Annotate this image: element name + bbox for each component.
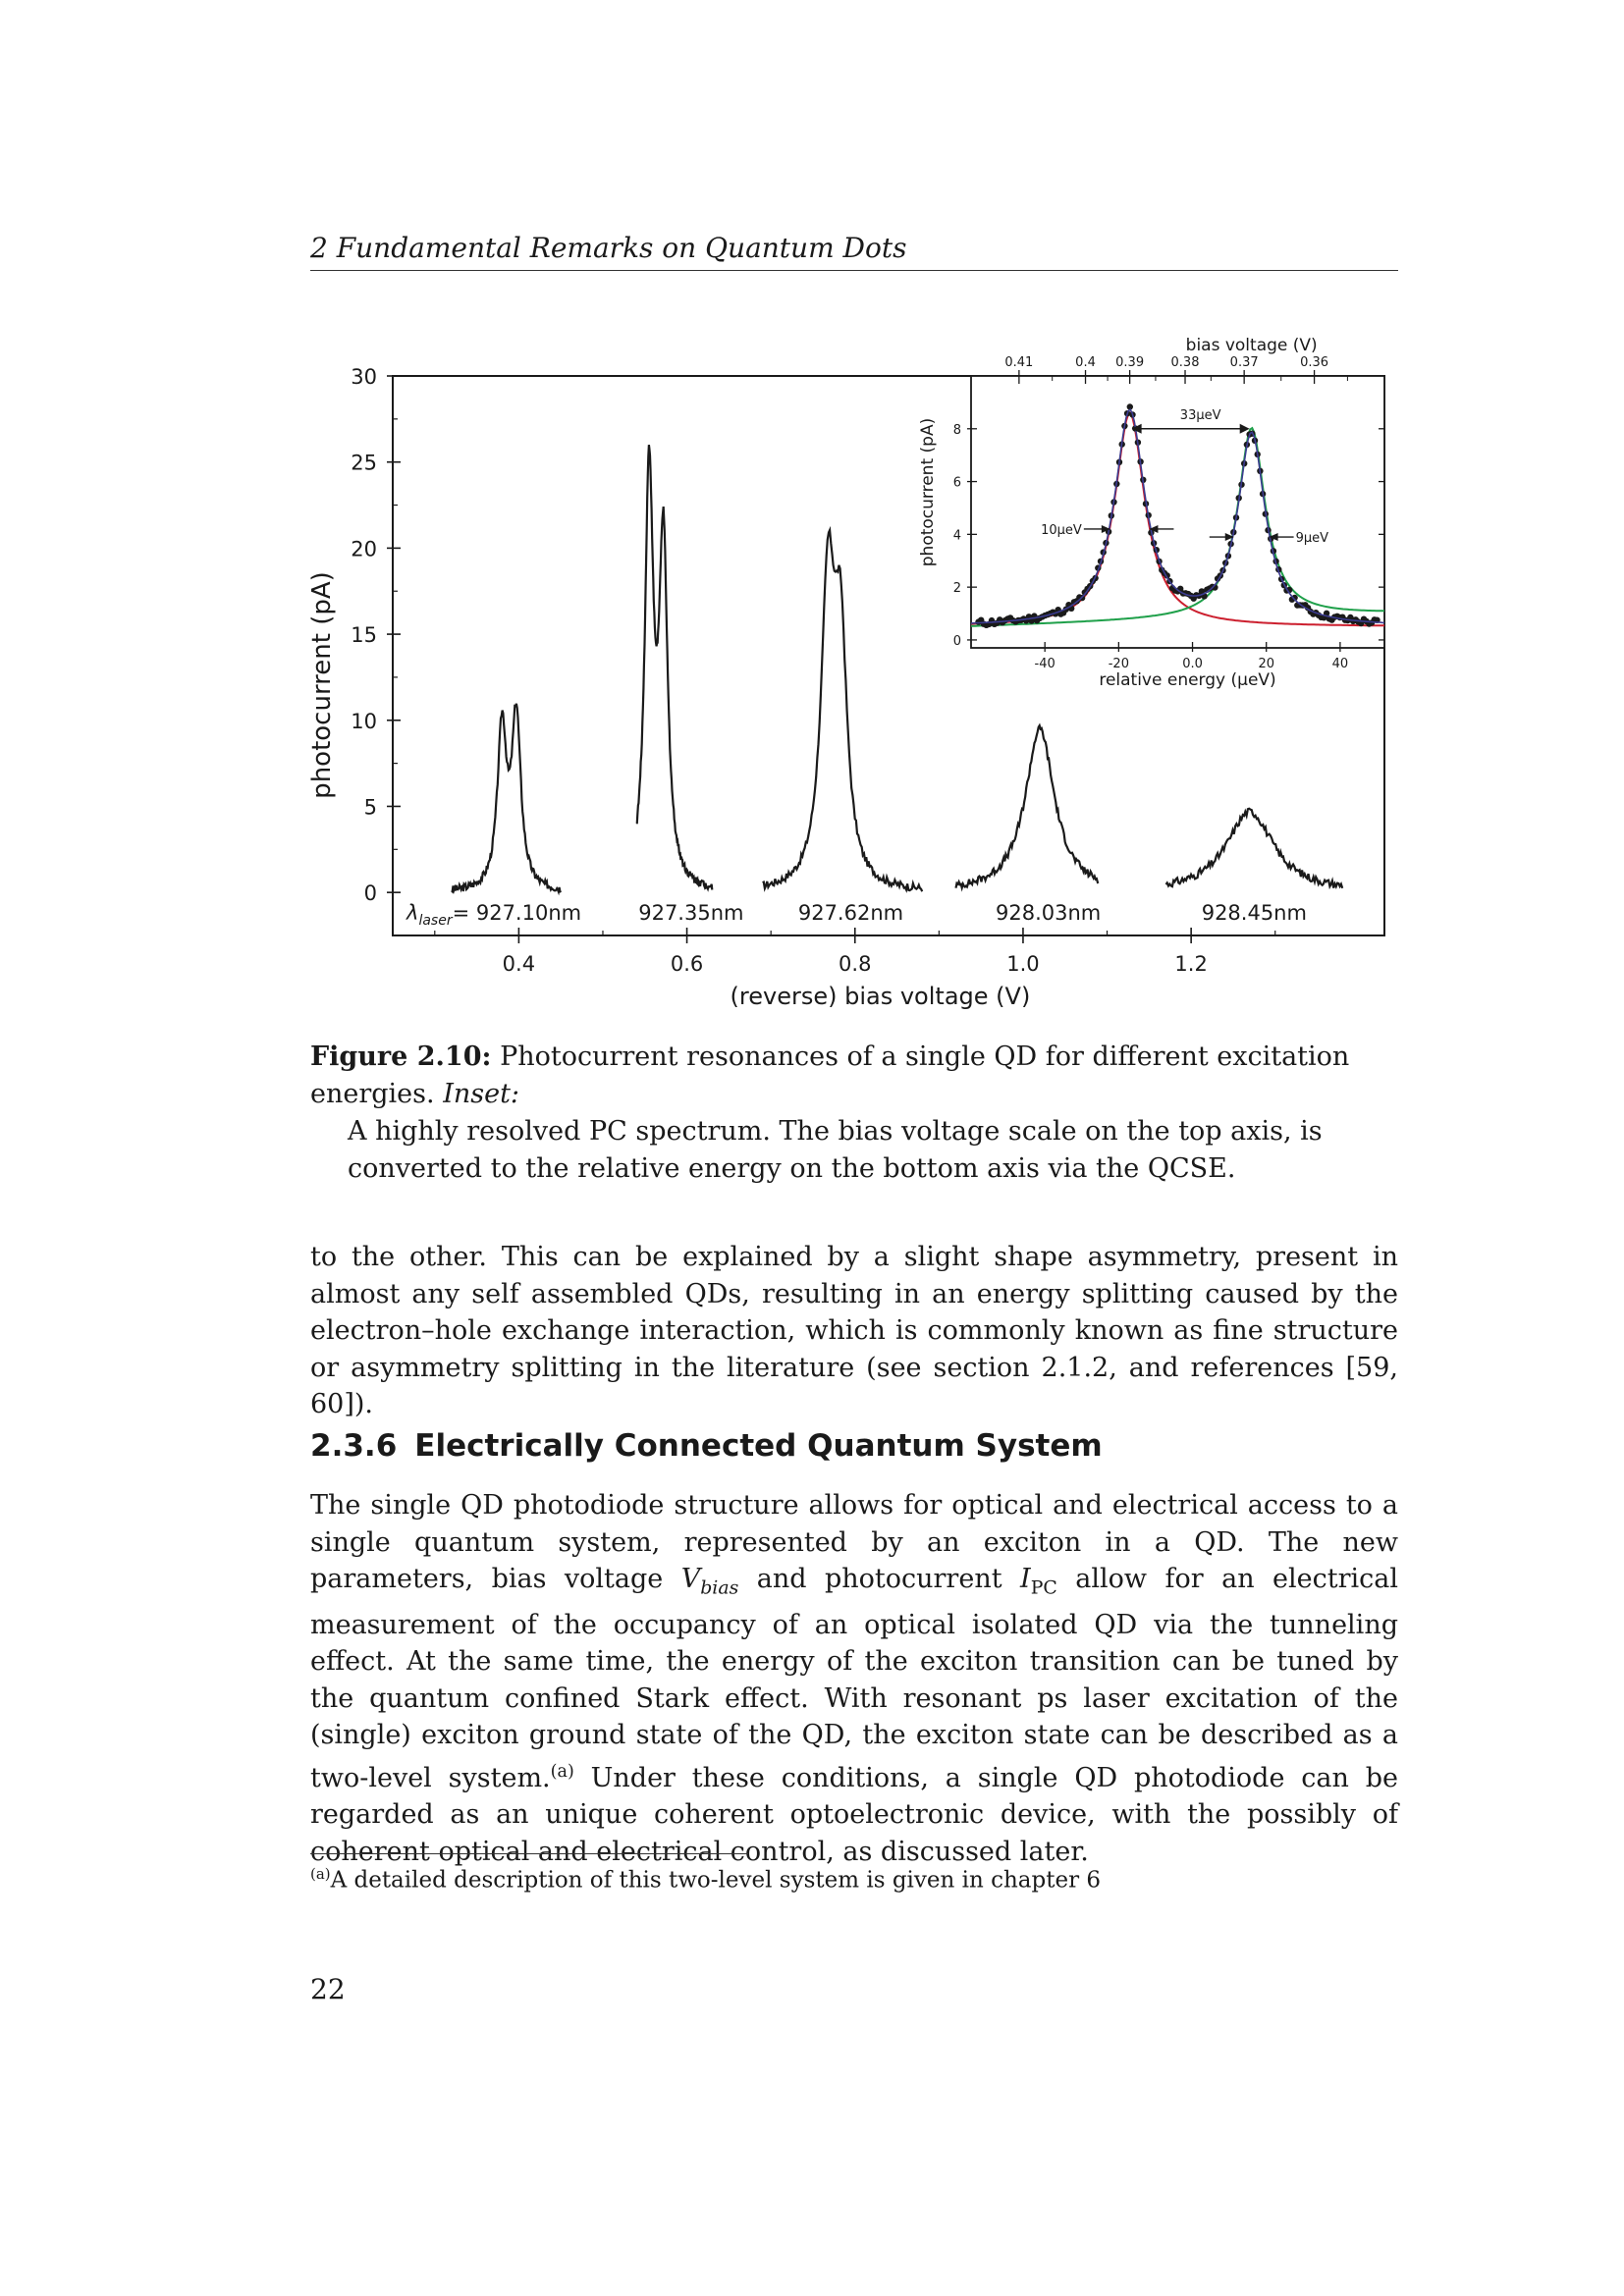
inset-y-tick-label: 4 bbox=[952, 528, 961, 544]
y-axis-label: photocurrent (pA) bbox=[307, 571, 337, 799]
y-tick-label: 0 bbox=[363, 881, 377, 906]
x-tick-label: 1.0 bbox=[1006, 952, 1040, 976]
x-tick-label: 1.2 bbox=[1174, 952, 1208, 976]
footnote-reference[interactable]: (a) bbox=[550, 1761, 574, 1782]
symbol-i: I bbox=[1020, 1564, 1031, 1594]
inset-top-tick-label: 0.4 bbox=[1075, 355, 1096, 370]
x-tick-label: 0.4 bbox=[502, 952, 536, 976]
y-tick-label: 20 bbox=[351, 537, 377, 561]
footnote-rule bbox=[310, 1853, 748, 1854]
figure-photocurrent-resonances bbox=[295, 324, 1404, 1031]
splitting-label: 33μeV bbox=[1179, 407, 1221, 423]
series-label-4: 928.03nm bbox=[996, 901, 1102, 925]
inset-top-tick-label: 0.39 bbox=[1115, 355, 1145, 370]
y-tick-label: 30 bbox=[351, 365, 377, 389]
inset-frame bbox=[971, 376, 1384, 648]
figure-caption bbox=[310, 1039, 1398, 1188]
y-tick-label: 25 bbox=[351, 451, 377, 475]
caption-inset-label: Inset: bbox=[443, 1079, 520, 1109]
para-2-text-2: and photocurrent bbox=[738, 1564, 1021, 1594]
x-tick-label: 0.8 bbox=[839, 952, 872, 976]
series-line-3 bbox=[763, 530, 923, 891]
inset-top-tick-label: 0.37 bbox=[1229, 355, 1259, 370]
inset-top-tick-label: 0.36 bbox=[1300, 355, 1329, 370]
y-tick-label: 5 bbox=[363, 795, 377, 820]
symbol-v: V bbox=[680, 1564, 701, 1594]
inset-y-axis-label: photocurrent (pA) bbox=[918, 417, 938, 567]
inset-x-axis-label: relative energy (μeV) bbox=[1099, 670, 1276, 690]
inset-chart bbox=[918, 336, 1384, 690]
footnote-text: A detailed description of this two-level system is given in chapter 6 bbox=[330, 1867, 1102, 1894]
inset-x-tick-label: 20 bbox=[1258, 657, 1274, 671]
x-axis-label: (reverse) bias voltage (V) bbox=[730, 983, 1031, 1010]
para-2-text-3: allow for an electrical measurement of the occupancy of an optical isolated QD via the tunneling effect. At the same time, the energy of the exciton transition can be tuned by the quantum confined Stark effect. With resonant ps laser excitation of the (single) exciton ground state of the QD, the exciton state can be described as a two-level system. bbox=[310, 1564, 1398, 1793]
series-line-4 bbox=[956, 725, 1100, 888]
series-label-3: 927.62nm bbox=[797, 901, 904, 925]
symbol-v-sub: bias bbox=[700, 1576, 739, 1599]
inset-y-tick-label: 8 bbox=[952, 422, 961, 438]
footnote-mark: (a) bbox=[310, 1865, 331, 1883]
body-paragraph-2 bbox=[310, 1487, 1398, 1870]
inset-x-tick-label: -20 bbox=[1108, 657, 1129, 671]
footnote bbox=[310, 1865, 1101, 1894]
inset-x-tick-label: -40 bbox=[1034, 657, 1056, 671]
running-head: 2 Fundamental Remarks on Quantum Dots bbox=[310, 232, 1398, 271]
para-2-text-1: The single QD photodiode structure allows for optical and electrical access to a single quantum system, represented by an exciton in a QD. The new parameters, bias voltage bbox=[310, 1490, 1398, 1594]
series-line-2 bbox=[636, 445, 712, 889]
page-number: 22 bbox=[310, 1973, 346, 2005]
inset-y-tick-label: 6 bbox=[952, 475, 961, 491]
series-line-1 bbox=[452, 704, 561, 892]
inset-top-tick-label: 0.41 bbox=[1004, 355, 1034, 370]
inset-x-tick-label: 40 bbox=[1331, 657, 1349, 671]
y-tick-label: 10 bbox=[351, 709, 377, 733]
para-2-text-4: Under these conditions, a single QD photodiode can be regarded as an unique coherent optoelectronic device, with the possibly of coherent optical and electrical control, as discussed later. bbox=[310, 1762, 1399, 1867]
series-label-1: $\lambda_{laser}= 927.10nm$ bbox=[406, 901, 582, 929]
y-tick-label: 15 bbox=[351, 623, 377, 648]
fwhm1-label: 10μeV bbox=[1041, 522, 1082, 538]
inset-y-tick-label: 0 bbox=[952, 633, 961, 649]
symbol-i-sub: PC bbox=[1030, 1576, 1057, 1599]
section-heading bbox=[310, 1428, 1103, 1464]
caption-text: Photocurrent resonances of a single QD for different excitation energies. bbox=[310, 1041, 1350, 1109]
inset-top-axis-title: bias voltage (V) bbox=[1185, 336, 1318, 355]
inset-y-tick-label: 2 bbox=[952, 581, 961, 597]
x-tick-label: 0.6 bbox=[670, 952, 704, 976]
series-label-5: 928.45nm bbox=[1201, 901, 1307, 925]
series-label-2: 927.35nm bbox=[638, 901, 744, 925]
body-paragraph-1: to the other. This can be explained by a slight shape asymmetry, present in almost any self assembled QDs, resulting in an energy splitting caused by the electron–hole exchange interaction, which is commonly known as fine structure or asymmetry splitting in the literature (see section 2.1.2, and references [59, 60]). bbox=[310, 1242, 1398, 1419]
inset-x-tick-label: 0.0 bbox=[1182, 657, 1203, 671]
section-number: 2.3.6 bbox=[310, 1428, 398, 1464]
series-line-5 bbox=[1166, 809, 1343, 888]
fwhm2-label: 9μeV bbox=[1295, 531, 1329, 547]
inset-top-tick-label: 0.38 bbox=[1170, 355, 1200, 370]
section-title: Electrically Connected Quantum System bbox=[414, 1428, 1103, 1464]
caption-inset-text: A highly resolved PC spectrum. The bias voltage scale on the top axis, is converted to the relative energy on the bottom axis via the QCSE. bbox=[348, 1116, 1323, 1184]
caption-label: Figure 2.10: bbox=[310, 1041, 492, 1072]
